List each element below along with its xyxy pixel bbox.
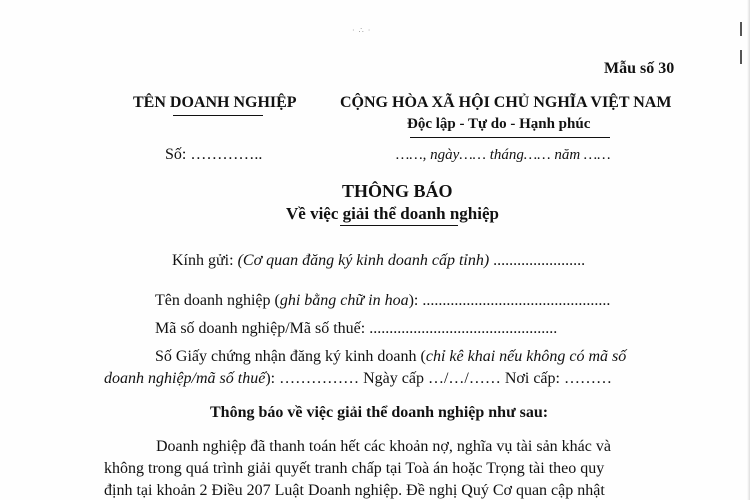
document-title: THÔNG BÁO xyxy=(342,181,453,201)
document-subtitle: Về việc giải thể doanh nghiệp xyxy=(286,204,499,223)
body-line: không trong quá trình giải quyết tranh chấp tại Toà án hoặc Trọng tài theo quy xyxy=(104,460,605,477)
scan-smudge: · ∴ · xyxy=(352,26,372,35)
company-header: TÊN DOANH NGHIỆP xyxy=(133,94,297,111)
recipient-placeholder: (Cơ quan đăng ký kinh doanh cấp tỉnh) xyxy=(237,252,490,269)
nation-title: CỘNG HÒA XÃ HỘI CHỦ NGHĨA VIỆT NAM xyxy=(340,94,672,111)
reference-number: Số: ………….. xyxy=(165,146,263,163)
subtitle-rule xyxy=(340,225,458,226)
section-heading: Thông báo về việc giải thể doanh nghiệp như sau: xyxy=(210,404,549,421)
form-number: Mẫu số 30 xyxy=(604,60,675,77)
scan-mark xyxy=(740,50,742,64)
body-line: định tại khoản 2 Điều 207 Luật Doanh nghiệp. Đề nghị Quý Cơ quan cập nhật xyxy=(104,482,605,499)
motto-rule xyxy=(410,137,610,138)
recipient-label: Kính gửi: xyxy=(172,252,234,269)
scan-mark xyxy=(740,22,742,36)
national-motto: Độc lập - Tự do - Hạnh phúc xyxy=(407,116,591,132)
certificate-field-line1: Số Giấy chứng nhận đăng ký kinh doanh (chỉ kê khai nếu không có mã số xyxy=(155,348,627,365)
recipient-dots: ....................... xyxy=(493,252,586,269)
certificate-field-line2: doanh nghiệp/mã số thuế): …………… Ngày cấp …/…/…… Nơi cấp: ……… xyxy=(104,370,612,387)
tax-code-field: Mã số doanh nghiệp/Mã số thuế: ............................................... xyxy=(155,320,558,337)
company-name-field: Tên doanh nghiệp (ghi bằng chữ in hoa): ............................................... xyxy=(155,292,611,309)
date-line: ……, ngày…… tháng…… năm …… xyxy=(396,147,611,163)
recipient-line xyxy=(172,252,585,270)
body-line: Doanh nghiệp đã thanh toán hết các khoản nợ, nghĩa vụ tài sản khác và xyxy=(156,438,611,455)
company-header-rule xyxy=(173,115,263,116)
